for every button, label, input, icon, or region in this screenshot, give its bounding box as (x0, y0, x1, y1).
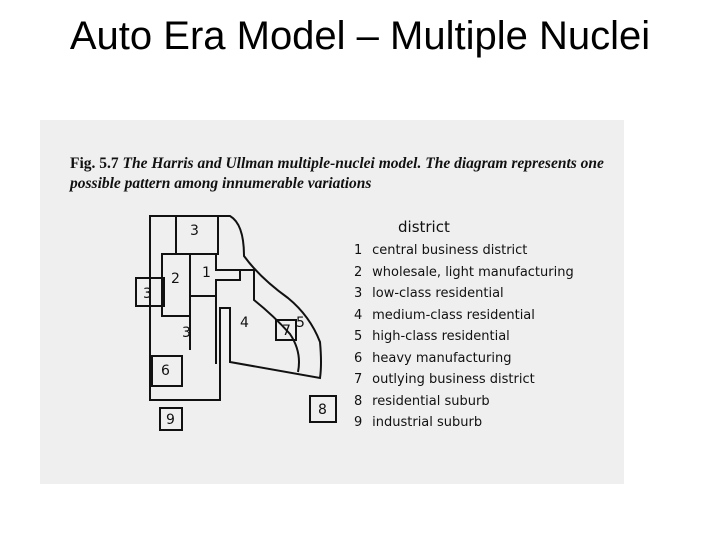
legend-item (354, 391, 574, 413)
legend-item (354, 305, 574, 327)
legend-label: medium-class residential (372, 307, 535, 323)
legend-label: high-class residential (372, 329, 510, 344)
zone-2-label: 2 (171, 271, 180, 287)
figure-number: Fig. 5.7 (70, 155, 119, 172)
zone-4-label: 4 (240, 315, 249, 331)
zone-8-label: 8 (318, 402, 327, 418)
zone-9-label: 9 (166, 412, 175, 428)
legend-number: 7 (354, 372, 363, 387)
legend-item (354, 262, 574, 284)
legend-item (354, 412, 574, 434)
legend-number: 4 (354, 307, 363, 323)
figure-caption (70, 154, 630, 194)
legend-number: 6 (354, 350, 363, 366)
legend (354, 218, 574, 434)
legend-number: 8 (354, 393, 363, 409)
legend-item (354, 240, 574, 262)
legend-label: residential suburb (372, 393, 490, 409)
zone-6-label: 6 (161, 363, 170, 379)
legend-item (354, 283, 574, 305)
legend-label: industrial suburb (372, 415, 483, 430)
zone-3-top-label: 3 (190, 223, 199, 239)
zone-1-label: 1 (202, 265, 211, 281)
figure-caption-text: The Harris and Ullman multiple-nuclei model. The diagram represents one possible pattern among innumerable variations (70, 155, 604, 192)
legend-number: 1 (354, 243, 363, 258)
zone-3-left-label: 3 (143, 286, 152, 302)
zone-1-outline (190, 254, 240, 296)
zone-7-label: 7 (282, 323, 291, 339)
legend-label: low-class residential (372, 286, 504, 301)
legend-item (354, 326, 574, 348)
legend-label: central business district (372, 243, 528, 258)
legend-number: 2 (354, 264, 363, 280)
legend-item (354, 348, 574, 370)
legend-label: outlying business district (372, 372, 535, 387)
slide-title: Auto Era Model – Multiple Nuclei (69, 14, 651, 58)
legend-number: 9 (354, 415, 363, 430)
legend-label: wholesale, light manufacturing (372, 264, 574, 280)
legend-number: 3 (354, 286, 363, 301)
legend-label: heavy manufacturing (372, 350, 512, 366)
legend-number: 5 (354, 329, 363, 344)
legend-title: district (398, 218, 450, 236)
zone-3-bottom-label: 3 (182, 325, 191, 341)
figure-scan (40, 120, 624, 484)
zone-5-label: 5 (296, 315, 305, 331)
legend-item (354, 369, 574, 391)
